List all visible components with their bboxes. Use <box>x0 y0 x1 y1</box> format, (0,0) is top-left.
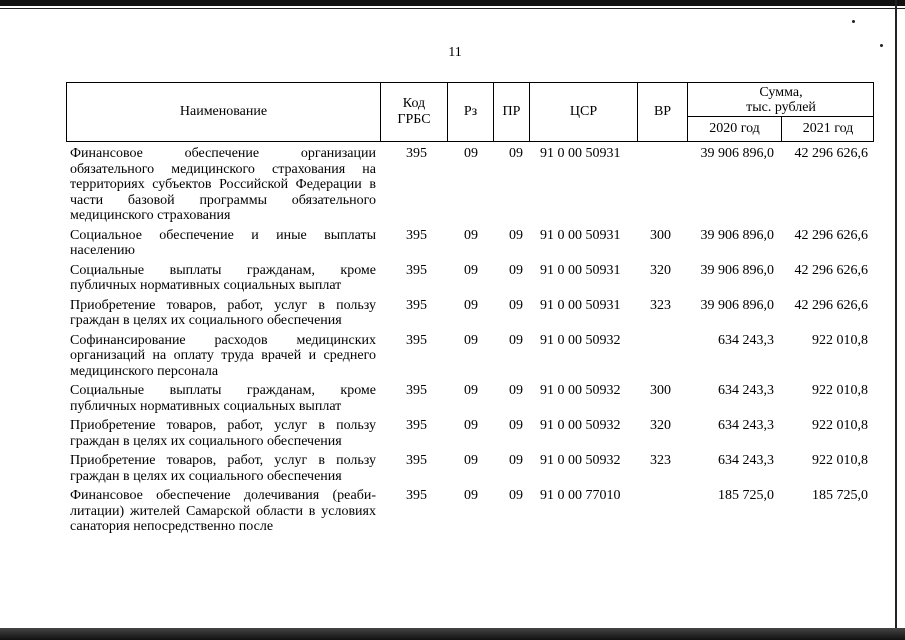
row-rz: 09 <box>464 488 478 503</box>
row-name: Приобретение товаров, работ, услуг в пользу граждан в целях их социального обеспечения <box>70 453 376 484</box>
header-rz: Рз <box>448 83 494 141</box>
row-csr: 91 0 00 50932 <box>540 332 621 348</box>
header-year-2020: 2020 год <box>688 117 782 141</box>
header-sum <box>688 83 874 117</box>
row-rz: 09 <box>464 383 478 398</box>
row-name: Социальное обеспечение и иные выплаты населению <box>70 227 376 258</box>
row-pr: 09 <box>509 453 523 468</box>
scan-edge-bottom <box>0 628 905 640</box>
row-kod: 395 <box>406 383 427 398</box>
row-kod: 395 <box>406 297 427 313</box>
row-sum-2021: 42 296 626,6 <box>794 297 868 313</box>
row-name: Социальные выплаты гражданам, кроме публичных нормативных социальных выплат <box>70 262 376 293</box>
row-rz: 09 <box>464 146 478 161</box>
row-kod: 395 <box>406 332 427 348</box>
table-header <box>66 82 874 142</box>
row-sum-2020: 39 906 896,0 <box>700 262 774 278</box>
scan-edge-top <box>0 0 905 6</box>
row-csr: 91 0 00 50931 <box>540 227 621 243</box>
row-vr: 320 <box>650 418 671 433</box>
table-row <box>70 298 880 329</box>
header-pr: ПР <box>494 83 530 141</box>
header-vr: ВР <box>638 83 688 141</box>
row-csr: 91 0 00 50932 <box>540 453 621 468</box>
row-kod: 395 <box>406 262 427 278</box>
row-csr: 91 0 00 50932 <box>540 383 621 398</box>
row-sum-2021: 185 725,0 <box>812 488 868 503</box>
row-sum-2021: 42 296 626,6 <box>794 262 868 278</box>
header-kod-grbs <box>381 83 448 141</box>
row-sum-2021: 42 296 626,6 <box>794 227 868 243</box>
scan-speck <box>852 20 855 23</box>
header-sum-line1: Сумма, <box>759 85 803 100</box>
row-kod: 395 <box>406 453 427 468</box>
row-rz: 09 <box>464 297 478 313</box>
row-sum-2021: 922 010,8 <box>812 383 868 398</box>
header-kod-line1: Код <box>402 96 426 111</box>
row-pr: 09 <box>509 332 523 348</box>
row-name: Финансовое обеспечение долечивания (реаби-литации) жителей Самарской области в условиях санатория непосредственно после <box>70 488 376 534</box>
table-row <box>70 263 880 294</box>
row-name: Приобретение товаров, работ, услуг в пользу граждан в целях их социального обеспечения <box>70 418 376 449</box>
header-sum-line2: тыс. рублей <box>746 100 816 115</box>
row-vr: 300 <box>650 383 671 398</box>
row-csr: 91 0 00 50931 <box>540 297 621 313</box>
table-row <box>70 453 880 484</box>
table-row <box>70 146 880 224</box>
row-sum-2020: 39 906 896,0 <box>700 297 774 313</box>
row-pr: 09 <box>509 146 523 161</box>
row-pr: 09 <box>509 262 523 278</box>
table-row <box>70 383 880 414</box>
row-sum-2020: 634 243,3 <box>718 332 774 348</box>
row-sum-2021: 922 010,8 <box>812 418 868 433</box>
header-year-2021: 2021 год <box>802 121 854 136</box>
scan-edge-right <box>895 0 897 640</box>
row-rz: 09 <box>464 262 478 278</box>
header-name: Наименование <box>67 83 381 141</box>
row-vr: 300 <box>650 227 671 243</box>
row-sum-2020: 39 906 896,0 <box>700 227 774 243</box>
row-pr: 09 <box>509 227 523 243</box>
row-vr: 320 <box>650 262 671 278</box>
row-rz: 09 <box>464 227 478 243</box>
row-sum-2021: 922 010,8 <box>812 453 868 468</box>
row-sum-2020: 634 243,3 <box>718 383 774 398</box>
scan-speck <box>880 44 883 47</box>
row-name: Финансовое обеспечение организации обязательного медицинского страхования на территориях субъектов Российской Федерации в части базовой программы обязательного медицинского страхования <box>70 146 376 223</box>
row-vr: 323 <box>650 297 671 313</box>
row-csr: 91 0 00 50931 <box>540 146 621 161</box>
row-kod: 395 <box>406 418 427 433</box>
row-csr: 91 0 00 50931 <box>540 262 621 278</box>
row-csr: 91 0 00 77010 <box>540 488 621 503</box>
row-csr: 91 0 00 50932 <box>540 418 621 433</box>
row-pr: 09 <box>509 383 523 398</box>
row-sum-2021: 42 296 626,6 <box>794 146 868 161</box>
row-pr: 09 <box>509 418 523 433</box>
page-number: 11 <box>448 45 462 60</box>
scan-edge-top-line <box>0 8 905 9</box>
table-row <box>70 228 880 259</box>
row-rz: 09 <box>464 332 478 348</box>
row-rz: 09 <box>464 418 478 433</box>
row-pr: 09 <box>509 488 523 503</box>
row-name: Софинансирование расходов медицинских организаций на оплату труда врачей и среднего медицинского персонала <box>70 332 376 379</box>
row-vr: 323 <box>650 453 671 468</box>
table-row <box>70 333 880 380</box>
row-name: Социальные выплаты гражданам, кроме публичных нормативных социальных выплат <box>70 383 376 414</box>
row-sum-2021: 922 010,8 <box>812 332 868 348</box>
row-name: Приобретение товаров, работ, услуг в пользу граждан в целях их социального обеспечения <box>70 297 376 328</box>
row-rz: 09 <box>464 453 478 468</box>
row-pr: 09 <box>509 297 523 313</box>
table-body <box>70 146 880 539</box>
row-sum-2020: 634 243,3 <box>718 418 774 433</box>
header-csr: ЦСР <box>530 83 638 141</box>
header-kod-line2: ГРБС <box>397 112 431 127</box>
row-kod: 395 <box>406 146 427 161</box>
row-sum-2020: 634 243,3 <box>718 453 774 468</box>
row-sum-2020: 39 906 896,0 <box>700 146 774 161</box>
table-row <box>70 418 880 449</box>
row-sum-2020: 185 725,0 <box>718 488 774 503</box>
row-kod: 395 <box>406 227 427 243</box>
row-kod: 395 <box>406 488 427 503</box>
table-row <box>70 488 880 535</box>
